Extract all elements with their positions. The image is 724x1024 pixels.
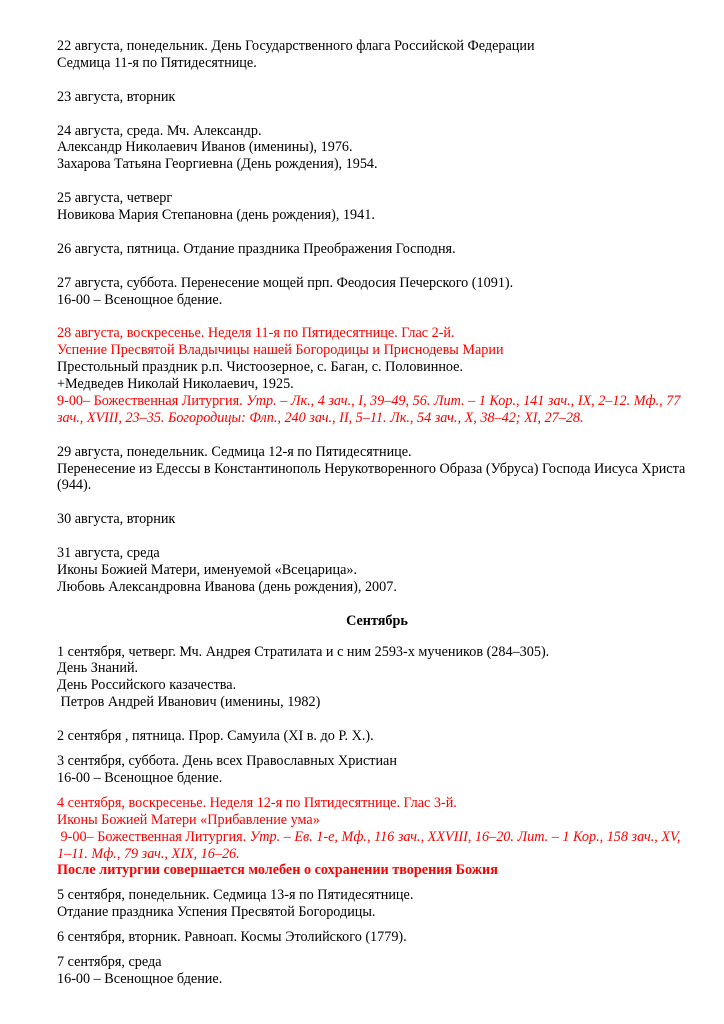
feast-name: Успение Пресвятой Владычицы нашей Богородицы и Приснодевы Марии	[57, 342, 504, 359]
entry-sep-3	[57, 753, 697, 787]
entry-sep-6	[57, 929, 697, 946]
entry-line: 16-00 – Всенощное бдение.	[57, 769, 223, 786]
entry-title-feast: 4 сентября, воскресенье. Неделя 12-я по Пятидесятнице. Глас 3-й.	[57, 794, 457, 811]
entry-title: 25 августа, четверг	[57, 190, 173, 207]
entry-title: 30 августа, вторник	[57, 511, 176, 528]
entry-aug-22	[57, 38, 697, 72]
entry-aug-26	[57, 241, 697, 258]
liturgy-line	[57, 393, 697, 427]
entry-title: 26 августа, пятница. Отдание праздника Преображения Господня.	[57, 240, 456, 257]
moleben-note: После литургии совершается молебен о сохранении творения Божия	[57, 862, 498, 879]
entry-line: Иконы Божией Матери, именуемой «Всецарица».	[57, 561, 358, 578]
document-page	[57, 38, 697, 996]
liturgy-time: 9-00– Божественная Литургия.	[57, 392, 247, 409]
entry-aug-27	[57, 275, 697, 309]
entry-line: +Медведев Николай Николаевич, 1925.	[57, 376, 294, 393]
entry-sep-1	[57, 644, 697, 712]
entry-title: 27 августа, суббота. Перенесение мощей прп. Феодосия Печерского (1091).	[57, 274, 514, 291]
entry-line: День Российского казачества.	[57, 677, 237, 694]
scripture-readings: Утр. – Лк., 4 зач., I, 39–49, 56. Лит. – 1 Кор., 141 зач., IX, 2–12. Мф., 77 зач., XVIII, 23–35. Богородицы: Флп., 240 зач., II, 5–11. Лк., 54 зач., X, 38–42; XI, 27–28.	[57, 392, 681, 426]
liturgy-line	[57, 829, 697, 863]
entry-line: Перенесение из Едессы в Константинополь Нерукотворенного Образа (Убруса) Господа Иисуса Христа (944).	[57, 460, 686, 494]
entry-line: Захарова Татьяна Георгиевна (День рождения), 1954.	[57, 156, 378, 173]
entry-line: Седмица 11-я по Пятидесятнице.	[57, 54, 257, 71]
entry-line: Петров Андрей Иванович (именины, 1982)	[57, 694, 321, 711]
entry-aug-30	[57, 511, 697, 528]
entry-title: 2 сентября , пятница. Прор. Самуила (XI в. до Р. Х.).	[57, 728, 374, 745]
entry-line: День Знаний.	[57, 660, 139, 677]
entry-title: 5 сентября, понедельник. Седмица 13-я по Пятидесятнице.	[57, 887, 414, 904]
entry-sep-2	[57, 728, 697, 745]
entry-title: 7 сентября, среда	[57, 954, 162, 971]
entry-aug-23	[57, 89, 697, 106]
entry-line: Новикова Мария Степановна (день рождения), 1941.	[57, 207, 375, 224]
liturgy-time: 9-00– Божественная Литургия.	[57, 828, 250, 845]
entry-aug-24	[57, 123, 697, 174]
entry-title: 22 августа, понедельник. День Государственного флага Российской Федерации	[57, 38, 535, 54]
month-heading: Сентябрь	[346, 612, 408, 629]
entry-title: 23 августа, вторник	[57, 88, 176, 105]
entry-line: 16-00 – Всенощное бдение.	[57, 970, 223, 987]
entry-title: 6 сентября, вторник. Равноап. Космы Этолийского (1779).	[57, 929, 407, 946]
entry-aug-28	[57, 325, 697, 426]
entry-aug-29	[57, 444, 697, 495]
entry-line: Александр Николаевич Иванов (именины), 1976.	[57, 139, 353, 156]
entry-title: 1 сентября, четверг. Мч. Андрея Стратилата и с ним 2593-х мучеников (284–305).	[57, 643, 550, 660]
entry-title: 31 августа, среда	[57, 545, 160, 562]
entry-sep-5	[57, 887, 697, 921]
entry-line: Любовь Александровна Иванова (день рождения), 2007.	[57, 578, 397, 595]
entry-title-feast: 28 августа, воскресенье. Неделя 11-я по Пятидесятнице. Глас 2-й.	[57, 325, 455, 342]
entry-line: Престольный праздник р.п. Чистоозерное, с. Баган, с. Половинное.	[57, 359, 464, 376]
entry-sep-4	[57, 795, 697, 880]
entry-title: 3 сентября, суббота. День всех Православных Христиан	[57, 752, 397, 769]
entry-sep-7	[57, 954, 697, 988]
feast-name: Иконы Божией Матери «Прибавление ума»	[57, 811, 320, 828]
entry-aug-25	[57, 190, 697, 224]
entry-line: 16-00 – Всенощное бдение.	[57, 291, 223, 308]
entry-aug-31	[57, 545, 697, 596]
scripture-readings: Утр. – Ев. 1-е, Мф., 116 зач., XXVIII, 16–20. Лит. – 1 Кор., 158 зач., XV, 1–11. Мф., 79 зач., XIX, 16–26.	[57, 828, 684, 862]
entry-title: 24 августа, среда. Мч. Александр.	[57, 122, 262, 139]
entry-title: 29 августа, понедельник. Седмица 12-я по Пятидесятнице.	[57, 443, 412, 460]
entry-line: Отдание праздника Успения Пресвятой Богородицы.	[57, 904, 376, 921]
